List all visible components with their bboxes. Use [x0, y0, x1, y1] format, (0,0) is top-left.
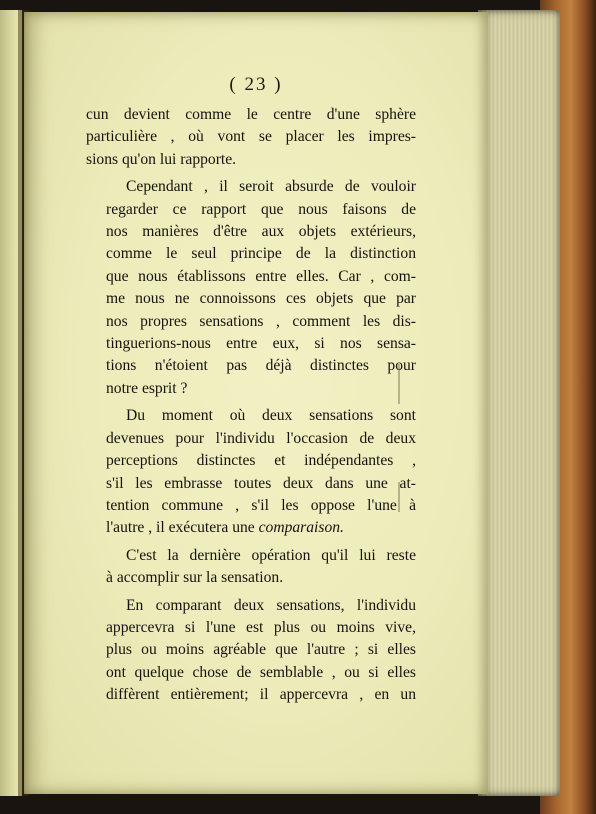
- text-line: C'est la dernière opération qu'il lui reste: [126, 546, 416, 564]
- text-line: Cependant , il seroit absurde de vouloir: [126, 178, 416, 196]
- text-line: à accomplir sur la sensation.: [106, 569, 284, 587]
- text-line: que nous établissons entre elles. Car , com-: [106, 267, 416, 285]
- body-text: [86, 104, 416, 707]
- text-line: tention commune , s'il les oppose l'une à: [106, 496, 416, 514]
- text-line: nos propres sensations , comment les dis-: [106, 312, 416, 330]
- show-through-mark: [398, 364, 400, 404]
- text-line: ont quelque chose de semblable , ou si elles: [106, 663, 416, 681]
- text-line: nos manières d'être aux objets extérieurs,: [106, 223, 416, 241]
- page-edges: [478, 10, 560, 796]
- text-line: particulière , où vont se placer les impres-: [86, 128, 416, 146]
- paragraph-4: [86, 545, 416, 590]
- book-page: [24, 12, 488, 794]
- text-line: s'il les embrasse toutes deux dans une at-: [106, 474, 416, 492]
- text-line: En comparant deux sensations, l'individu: [126, 596, 416, 614]
- paragraph-1: [86, 104, 416, 171]
- text-line: Du moment où deux sensations sont: [126, 407, 416, 425]
- page-number: ( 23 ): [229, 74, 283, 95]
- text-line: regarder ce rapport que nous faisons de: [106, 200, 416, 218]
- text-line: comme le seul principe de la distinction: [106, 245, 416, 263]
- text-line: [86, 517, 416, 539]
- text-line: cun devient comme le centre d'une sphère: [86, 106, 416, 123]
- text-line: diffèrent entièrement; il appercevra , en un: [106, 686, 416, 704]
- text-line: tions n'étoient pas déjà distinctes pour: [106, 357, 416, 375]
- text-line-start: l'autre , il exécutera une: [106, 519, 259, 537]
- text-line: tinguerions-nous entre eux, si nos sensa-: [106, 335, 416, 353]
- text-line: sions qu'on lui rapporte.: [86, 150, 237, 168]
- gutter-shadow: [18, 10, 32, 796]
- paragraph-3: [86, 405, 416, 539]
- text-line: plus ou moins agréable que l'autre ; si elles: [106, 641, 416, 659]
- text-line: perceptions distinctes et indépendantes ,: [106, 452, 416, 470]
- text-line: me nous ne connoissons ces objets que par: [106, 290, 416, 308]
- paragraph-2: [86, 176, 416, 400]
- text-line: devenues pour l'individu l'occasion de deux: [106, 429, 416, 447]
- text-line: appercevra si l'une est plus ou moins vive,: [106, 618, 416, 636]
- show-through-mark: [398, 482, 400, 512]
- text-line: notre esprit ?: [106, 379, 188, 397]
- italic-term: comparaison.: [258, 519, 344, 537]
- paragraph-5: [86, 595, 416, 707]
